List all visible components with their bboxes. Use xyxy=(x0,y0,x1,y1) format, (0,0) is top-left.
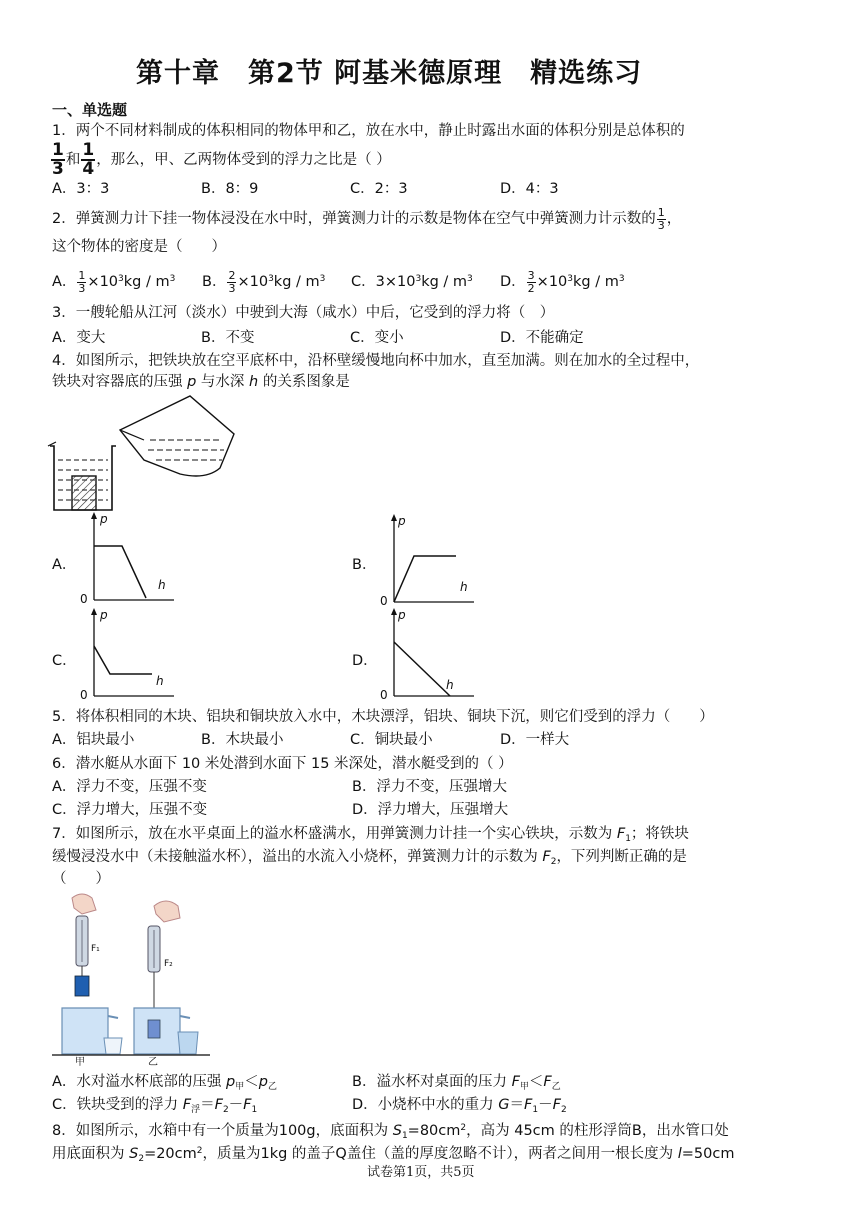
page-footer: 试卷第1页，共5页 xyxy=(367,1165,475,1180)
q4-graph-a-axis-p: p xyxy=(100,512,108,526)
q7-label-jia: 甲 xyxy=(75,1057,85,1068)
q7-option-d: D．小烧杯中水的重力 $G=F_1-F_2$ xyxy=(352,1097,567,1115)
q4-graph-c xyxy=(72,606,182,702)
q1-frac-a: $\frac{1}{3}$ xyxy=(52,140,64,179)
page-title: 第十章 第2节 阿基米德原理 精选练习 xyxy=(136,58,643,89)
q4-graph-d xyxy=(372,606,482,702)
q4-graph-b-origin: 0 xyxy=(380,594,388,608)
q3-option-d: D．不能确定 xyxy=(500,330,584,346)
q1-he: 和 xyxy=(65,152,81,168)
q7-experiment-figure xyxy=(52,892,214,1064)
q4-stem: 4．如图所示，把铁块放在空平底杯中，沿杯壁缓慢地向杯中加水，直至加满。则在加水的全过程中， xyxy=(52,353,700,369)
q5-stem: 5．将体积相同的木块、铝块和铜块放入水中，木块漂浮，铝块、铜块下沉，则它们受到的浮力（ ） xyxy=(52,709,714,725)
q4-option-b: B． xyxy=(352,557,377,573)
q6-option-c: C．浮力增大，压强不变 xyxy=(52,802,208,818)
q1-option-d: D．4：3 xyxy=(500,181,559,197)
q1-stem: 1．两个不同材料制成的体积相同的物体甲和乙，放在水中，静止时露出水面的体积分别是总体积的 xyxy=(52,123,685,139)
q4-beaker-figure xyxy=(40,384,290,514)
q4-graph-d-origin: 0 xyxy=(380,688,388,702)
q2-option-d: D． $\frac{3}{2}$ $\times 10^3kg / m^3$ xyxy=(500,268,625,295)
q5-option-a: A．铝块最小 xyxy=(52,732,135,748)
q7-label-f1: F₁ xyxy=(91,944,100,954)
q7-stem: 7．如图所示，放在水平桌面上的溢水杯盛满水，用弹簧测力计挂一个实心铁块，示数为 $F_1$；将铁块 xyxy=(52,826,689,844)
q4-option-a: A． xyxy=(52,557,77,573)
q7-option-c: C．铁块受到的浮力 $F_浮=F_2-F_1$ xyxy=(52,1097,258,1115)
q7-label-f2: F₂ xyxy=(164,959,173,969)
q2-option-c: C．$3\times 10^3kg / m^3$ xyxy=(351,274,473,290)
q2-frac: $\frac{1}{3}$ xyxy=(657,205,665,232)
q1-option-a: A．3：3 xyxy=(52,181,110,197)
q3-option-b: B．不变 xyxy=(201,330,255,346)
q1-option-b: B．8：9 xyxy=(201,181,259,197)
q7-stem2: 缓慢浸没水中（未接触溢水杯），溢出的水流入小烧杯，弹簧测力计的示数为 $F_2$，下列判断正确的是 xyxy=(52,849,687,867)
q4-graph-c-origin: 0 xyxy=(80,688,88,702)
q6-option-a: A．浮力不变，压强不变 xyxy=(52,779,207,795)
q2-option-b: B． $\frac{2}{3}$ $\times 10^3kg / m^3$ xyxy=(202,268,326,295)
q3-option-c: C．变小 xyxy=(350,330,404,346)
q3-option-a: A．变大 xyxy=(52,330,106,346)
q8-line2: 用底面积为 $S_2=20cm^2$，质量为1kg 的盖子Q盖住（盖的厚度忽略不计），两者之间用一根长度为 l=50cm xyxy=(52,1146,735,1164)
q4-graph-c-axis-p: p xyxy=(100,608,108,622)
q4-option-c: C． xyxy=(52,653,77,669)
q7-option-b: B．溢水杯对桌面的压力 $F_甲<F_乙$ xyxy=(352,1074,561,1092)
q4-graph-d-axis-p: p xyxy=(398,608,406,622)
q5-option-b: B．木块最小 xyxy=(201,732,284,748)
q1-stem2: ，那么，甲、乙两物体受到的浮力之比是（ ） xyxy=(96,152,391,168)
q4-graph-d-axis-h: h xyxy=(446,678,454,692)
q7-option-a: A．水对溢水杯底部的压强 $p_甲<p_乙$ xyxy=(52,1074,277,1092)
q4-graph-b-axis-p: p xyxy=(398,514,406,528)
section-heading: 一、单选题 xyxy=(52,101,128,119)
q4-graph-b-axis-h: h xyxy=(460,580,468,594)
q6-option-b: B．浮力不变，压强增大 xyxy=(352,779,507,795)
q8-line1: 8．如图所示，水箱中有一个质量为100g，底面积为 $S_1=80cm^2$，高为 45cm 的柱形浮筒B，出水管口处 xyxy=(52,1123,729,1141)
q1-option-c: C．2：3 xyxy=(350,181,408,197)
q2-option-a: A． $\frac{1}{3}$ $\times 10^3kg / m^3$ xyxy=(52,268,176,295)
q2-stem2: 这个物体的密度是（ ） xyxy=(52,239,226,255)
q1-frac-b: $\frac{1}{4}$ xyxy=(82,140,95,179)
q7-label-yi: 乙 xyxy=(148,1057,158,1068)
q4-graph-a-origin: 0 xyxy=(80,592,88,606)
q5-option-c: C．铜块最小 xyxy=(350,732,433,748)
q4-graph-c-axis-h: h xyxy=(156,674,164,688)
q4-graph-a-axis-h: h xyxy=(158,578,166,592)
q6-option-d: D．浮力增大，压强增大 xyxy=(352,802,509,818)
q3-stem: 3．一艘轮船从江河（淡水）中驶到大海（咸水）中后，它受到的浮力将（ ） xyxy=(52,305,555,321)
q7-stem3: （ ） xyxy=(52,871,110,887)
q1-stem-line2 xyxy=(50,142,391,178)
q2-stem: 2．弹簧测力计下挂一物体浸没在水中时，弹簧测力计的示数是物体在空气中弹簧测力计示数的 $\frac{1}{3}$ ， xyxy=(52,205,682,232)
q4-option-d: D． xyxy=(352,653,378,669)
q4-stem2: 铁块对容器底的压强 p 与水深 h 的关系图象是 xyxy=(52,374,350,390)
q6-stem: 6．潜水艇从水面下 10 米处潜到水面下 15 米深处，潜水艇受到的（ ） xyxy=(52,756,513,772)
q5-option-d: D．一样大 xyxy=(500,732,570,748)
